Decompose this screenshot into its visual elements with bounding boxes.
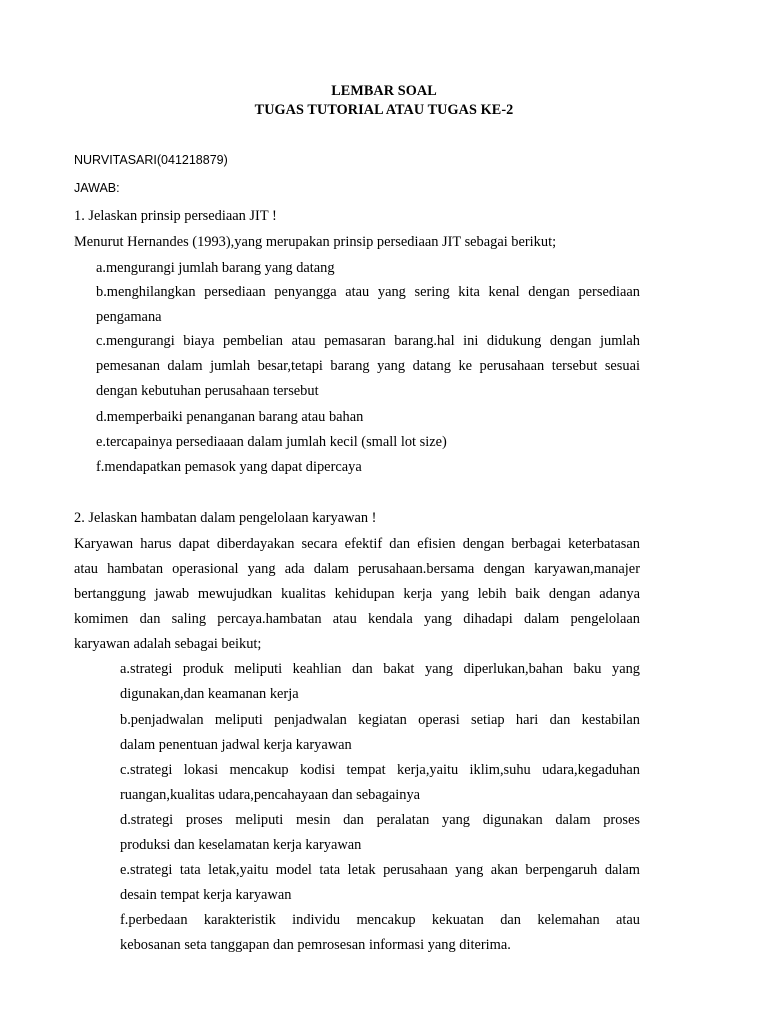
q2-paragraph-line5: karyawan adalah sebagai beikut; bbox=[74, 636, 262, 652]
q1-item-c-line2: pemesanan dalam jumlah besar,tetapi barang yang datang ke perusahaan tersebut sesuai bbox=[96, 358, 640, 374]
q1-item-b-line2: pengamana bbox=[96, 309, 162, 325]
document-subtitle: TUGAS TUTORIAL ATAU TUGAS KE-2 bbox=[254, 102, 514, 118]
document-title: LEMBAR SOAL bbox=[331, 83, 437, 99]
q1-item-e: e.tercapainya persediaaan dalam jumlah kecil (small lot size) bbox=[96, 434, 447, 450]
q2-item-e-line2: desain tempat kerja karyawan bbox=[120, 887, 292, 903]
q2-paragraph-line3: bertanggung jawab mewujudkan kualitas kehidupan kerja yang lebih baik dengan adanya bbox=[74, 586, 640, 602]
student-name: NURVITASARI(041218879) bbox=[74, 153, 228, 167]
q1-item-c-line3: dengan kebutuhan perusahaan tersebut bbox=[96, 383, 319, 399]
q1-item-f: f.mendapatkan pemasok yang dapat dipercaya bbox=[96, 459, 362, 475]
q2-item-b-line2: dalam penentuan jadwal kerja karyawan bbox=[120, 737, 352, 753]
q2-item-f-line2: kebosanan seta tanggapan dan pemrosesan informasi yang diterima. bbox=[120, 937, 511, 953]
question-2: 2. Jelaskan hambatan dalam pengelolaan karyawan ! bbox=[74, 510, 377, 526]
q2-item-f-line1: f.perbedaan karakteristik individu mencakup kekuatan dan kelemahan atau bbox=[120, 912, 640, 928]
q2-item-b-line1: b.penjadwalan meliputi penjadwalan kegiatan operasi setiap hari dan kestabilan bbox=[120, 712, 640, 728]
q1-item-d: d.memperbaiki penanganan barang atau bahan bbox=[96, 409, 364, 425]
q2-item-d-line2: produksi dan keselamatan kerja karyawan bbox=[120, 837, 362, 853]
q2-paragraph-line4: komimen dan saling percaya.hambatan atau kendala yang dihadapi dalam pengelolaan bbox=[74, 611, 640, 627]
answer-label: JAWAB: bbox=[74, 181, 120, 195]
q1-item-b-line1: b.menghilangkan persediaan penyangga atau yang sering kita kenal dengan persediaan bbox=[96, 284, 640, 300]
q1-intro: Menurut Hernandes (1993),yang merupakan prinsip persediaan JIT sebagai berikut; bbox=[74, 234, 557, 250]
q2-item-e-line1: e.strategi tata letak,yaitu model tata letak perusahaan yang akan berpengaruh dalam bbox=[120, 862, 640, 878]
q2-item-a-line1: a.strategi produk meliputi keahlian dan bakat yang diperlukan,bahan baku yang bbox=[120, 661, 640, 677]
q2-item-a-line2: digunakan,dan keamanan kerja bbox=[120, 686, 299, 702]
question-1: 1. Jelaskan prinsip persediaan JIT ! bbox=[74, 208, 277, 224]
q2-item-c-line1: c.strategi lokasi mencakup kodisi tempat kerja,yaitu iklim,suhu udara,kegaduhan bbox=[120, 762, 640, 778]
q2-item-c-line2: ruangan,kualitas udara,pencahayaan dan sebagainya bbox=[120, 787, 421, 803]
q2-paragraph-line2: atau hambatan operasional yang ada dalam perusahaan.bersama dengan karyawan,manajer bbox=[74, 561, 640, 577]
q1-item-a: a.mengurangi jumlah barang yang datang bbox=[96, 260, 335, 276]
q1-item-c-line1: c.mengurangi biaya pembelian atau pemasaran barang.hal ini didukung dengan jumlah bbox=[96, 333, 640, 349]
q2-item-d-line1: d.strategi proses meliputi mesin dan peralatan yang digunakan dalam proses bbox=[120, 812, 640, 828]
q2-paragraph-line1: Karyawan harus dapat diberdayakan secara efektif dan efisien dengan berbagai keterbatasan bbox=[74, 536, 640, 552]
